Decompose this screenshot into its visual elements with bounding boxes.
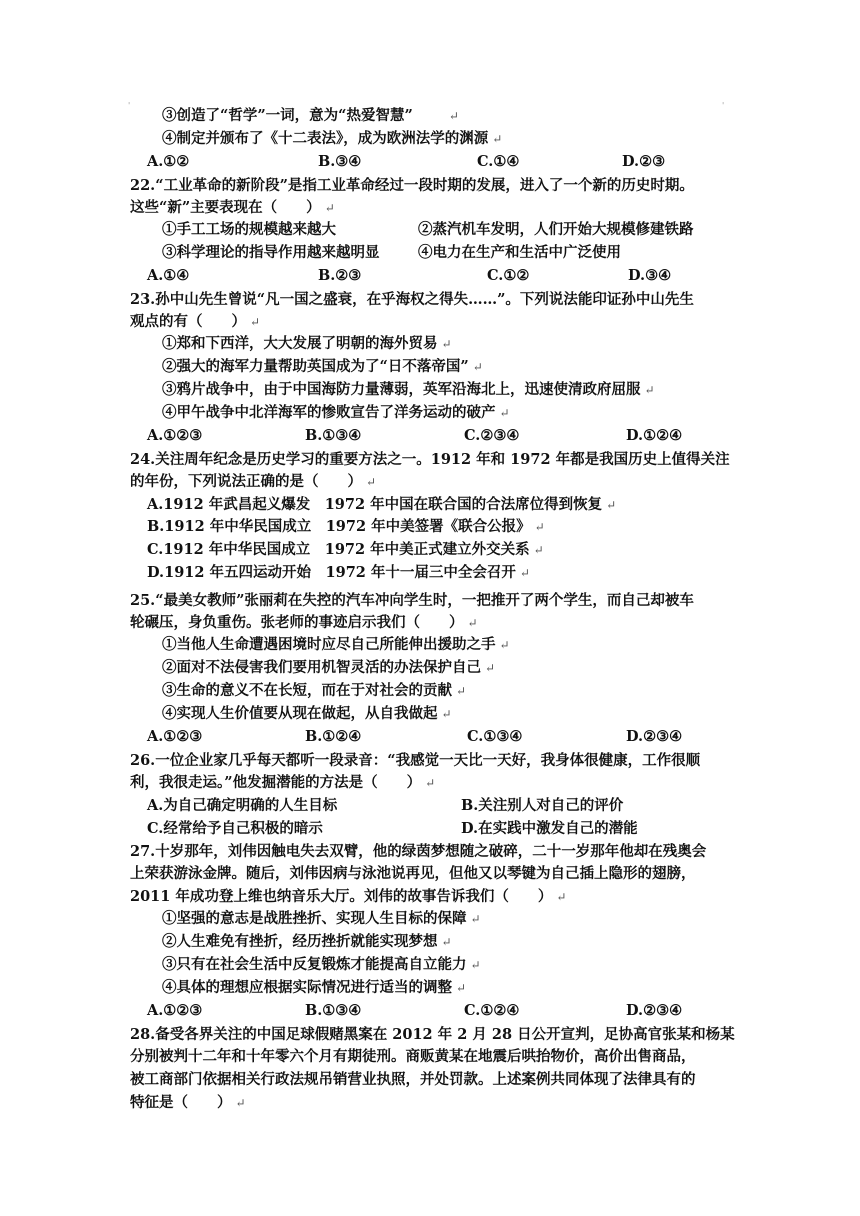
q24-option-d: D.1912 年五四运动开始 1972 年十一届三中全会召开 ↵ [147,564,530,581]
q23-stem-line2: 观点的有（ ） ↵ [130,313,261,330]
q22-option-1: ①手工工场的规模越来越大 [162,221,336,238]
q24-option-b: B.1912 年中华民国成立 1972 年中美签署《联合公报》 ↵ [147,518,545,535]
q28-stem-line1: 28.备受各界关注的中国足球假赌黑案在 2012 年 2 月 28 日公开宣判，足协高官张某和杨某 [130,1026,735,1043]
q23-answer-c: C.②③④ [464,427,520,444]
q26-options-row1 [0,795,860,817]
q27-answer-d: D.②③④ [626,1002,683,1019]
q26-stem-line1: 26.一位企业家几乎每天都听一段录音：“我感觉一天比一天好，我身体很健康，工作很顺 [130,752,701,769]
q28-stem-line2: 分别被判十二年和十年零六个月有期徒刑。商贩黄某在地震后哄抬物价，高价出售商品， [130,1048,696,1065]
q25-stem-line2: 轮碾压，身负重伤。张老师的事迹启示我们（ ） ↵ [130,614,478,631]
q27-answer-a: A.①②③ [147,1002,203,1019]
q21-answer-a: A.①② [147,153,190,170]
q27-stem-line3: 2011 年成功登上维也纳音乐大厅。刘伟的故事告诉我们（ ） ↵ [130,888,567,905]
q22-answer-a: A.①④ [147,267,190,284]
q23-stem-line1: 23.孙中山先生曾说“凡一国之盛衰，在乎海权之得失……”。下列说法能印证孙中山先生 [130,291,694,308]
q22-options-row2 [0,242,860,264]
q22-option-2: ②蒸汽机车发明，人们开始大规模修建铁路 [418,221,694,238]
q26-options-row2 [0,818,860,840]
q22-answer-b: B.②③ [318,267,362,284]
q22-option-4: ④电力在生产和生活中广泛使用 [418,244,621,261]
q27-answer-c: C.①②④ [464,1002,520,1019]
q22-option-3: ③科学理论的指导作用越来越明显 [162,244,380,261]
q22-answer-d: D.③④ [628,267,672,284]
q23-option-4: ④甲午战争中北洋海军的惨败宣告了洋务运动的破产 ↵ [162,404,510,421]
q21-answer-b: B.③④ [318,153,362,170]
q21-option-4: ④制定并颁布了《十二表法》，成为欧洲法学的渊源 ↵ [162,130,503,147]
q27-answers [0,1000,860,1022]
q22-options-row1 [0,219,860,241]
q28-stem-line4: 特征是（ ） ↵ [130,1094,246,1111]
q23-answer-a: A.①②③ [147,427,203,444]
q22-answers [0,265,860,287]
q23-option-1: ①郑和下西洋，大大发展了明朝的海外贸易 ↵ [162,335,452,352]
q26-option-c: C.经常给予自己积极的暗示 [147,820,323,837]
q25-stem-line1: 25.“最美女教师”张丽莉在失控的汽车冲向学生时，一把推开了两个学生，而自己却被车 [130,592,694,609]
q26-stem-line2: 利，我很走运。”他发掘潜能的方法是（ ） ↵ [130,774,436,791]
q26-option-d: D.在实践中激发自己的潜能 [461,820,638,837]
q27-option-4: ④具体的理想应根据实际情况进行适当的调整 ↵ [162,979,467,996]
q23-answers [0,425,860,447]
q25-answer-d: D.②③④ [626,728,683,745]
q21-answer-d: D.②③ [622,153,666,170]
q21-option-3: ③创造了“哲学”一词，意为“热爱智慧” ↵ [162,107,459,124]
q25-option-3: ③生命的意义不在长短，而在于对社会的贡献 ↵ [162,682,467,699]
q24-stem-line1: 24.关注周年纪念是历史学习的重要方法之一。1912 年和 1972 年都是我国历史上值得关注 [130,451,730,468]
q22-answer-c: C.①② [487,267,530,284]
q25-option-2: ②面对不法侵害我们要用机智灵活的办法保护自己 ↵ [162,659,496,676]
q25-answer-b: B.①②④ [305,728,362,745]
q23-option-3: ③鸦片战争中，由于中国海防力量薄弱，英军沿海北上，迅速使清政府屈服 ↵ [162,381,655,398]
q21-answers [0,151,860,173]
q27-option-3: ③只有在社会生活中反复锻炼才能提高自立能力 ↵ [162,956,481,973]
q25-option-1: ①当他人生命遭遇困境时应尽自己所能伸出援助之手 ↵ [162,636,510,653]
q25-answer-c: C.①③④ [467,728,523,745]
q24-option-c: C.1912 年中华民国成立 1972 年中美正式建立外交关系 ↵ [147,541,544,558]
q24-option-a: A.1912 年武昌起义爆发 1972 年中国在联合国的合法席位得到恢复 ↵ [147,496,617,513]
q27-stem-line1: 27.十岁那年，刘伟因触电失去双臂，他的绿茵梦想随之破碎，二十一岁那年他却在残奥会 [130,843,707,860]
corner-mark-right: ' [722,101,725,110]
q27-stem-line2: 上荣获游泳金牌。随后，刘伟因病与泳池说再见，但他又以琴键为自己插上隐形的翅膀， [130,865,696,882]
q27-option-1: ①坚强的意志是战胜挫折、实现人生目标的保障 ↵ [162,910,481,927]
q23-option-2: ②强大的海军力量帮助英国成为了“日不落帝国” ↵ [162,358,483,375]
q22-stem-line1: 22.“工业革命的新阶段”是指工业革命经过一段时期的发展，进入了一个新的历史时期。 [130,177,694,194]
q25-option-4: ④实现人生价值要从现在做起，从自我做起 ↵ [162,705,452,722]
q25-answer-a: A.①②③ [147,728,203,745]
q22-stem-line2: 这些“新”主要表现在（ ） ↵ [130,199,335,216]
corner-mark-left: ' [128,101,131,110]
q25-answers [0,726,860,748]
q21-answer-c: C.①④ [477,153,520,170]
q28-stem-line3: 被工商部门依据相关行政法规吊销营业执照，并处罚款。上述案例共同体现了法律具有的 [130,1071,696,1088]
q27-option-2: ②人生难免有挫折，经历挫折就能实现梦想 ↵ [162,933,452,950]
q23-answer-b: B.①③④ [305,427,362,444]
q24-stem-line2: 的年份，下列说法正确的是（ ） ↵ [130,473,377,490]
q23-answer-d: D.①②④ [626,427,683,444]
q26-option-a: A.为自己确定明确的人生目标 [147,797,338,814]
q27-answer-b: B.①③④ [305,1002,362,1019]
q26-option-b: B.关注别人对自己的评价 [461,797,624,814]
